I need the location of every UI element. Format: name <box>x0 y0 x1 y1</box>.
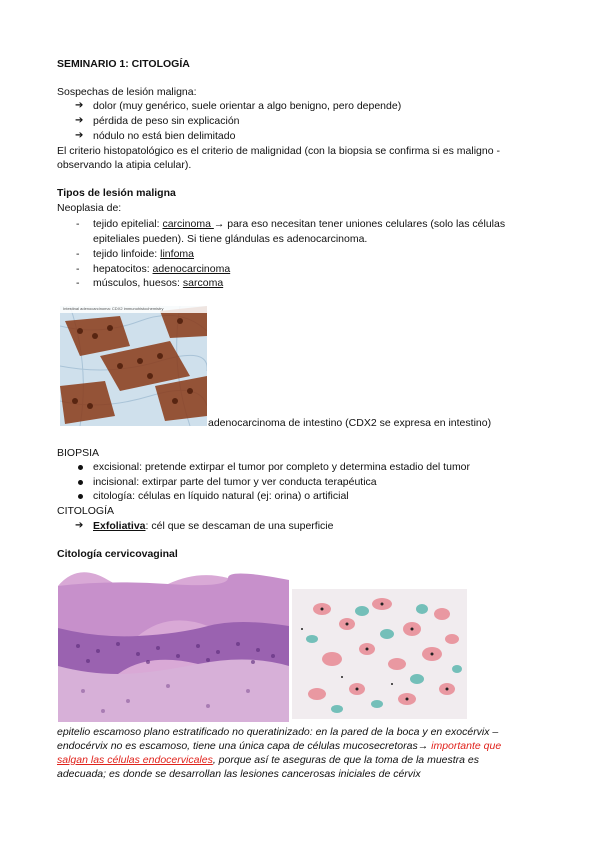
list-item: citología: células en líquido natural (ej: orina) o artificial <box>93 490 349 502</box>
dash-bullet: - <box>76 218 80 230</box>
types-subheading: Neoplasia de: <box>57 202 122 214</box>
list-item: nódulo no está bien delimitado <box>93 130 236 142</box>
list-item: tejido linfoide: linfoma <box>93 248 194 260</box>
cytology-heading: CITOLOGÍA <box>57 505 114 517</box>
list-item: pérdida de peso sin explicación <box>93 115 240 127</box>
bullet-dot <box>78 480 83 485</box>
term-carcinoma: carcinoma <box>162 218 214 230</box>
criterion-line-1: El criterio histopatológico es el criterio de malignidad (con la biopsia se confirma si es maligno - <box>57 145 500 157</box>
suspicion-heading: Sospechas de lesión maligna: <box>57 86 197 98</box>
cervico-text-line-3: salgan las células endocervicales, porque así te aseguras de que la toma de la muestra es <box>57 754 480 766</box>
dash-bullet: - <box>76 248 80 260</box>
list-item: Exfoliativa: cél que se descaman de una superficie <box>93 520 334 532</box>
cdx2-histology-image <box>60 306 207 426</box>
arrow-bullet-icon: ➔ <box>75 130 84 141</box>
list-item: dolor (muy genérico, suele orientar a algo benigno, pero depende) <box>93 100 402 112</box>
list-item: hepatocitos: adenocarcinoma <box>93 263 231 275</box>
cervico-text-line-4: adecuada; es donde se desarrollan las lesiones cancerosas iniciales de cérvix <box>57 768 421 780</box>
arrow-bullet-icon: ➔ <box>75 100 84 111</box>
list-item: excisional: pretende extirpar el tumor por completo y determina estadio del tumor <box>93 461 471 473</box>
cervico-text-line-1: epitelio escamoso plano estratificado no queratinizado: en la pared de la boca y en exocérvix – <box>57 726 499 738</box>
highlight-endocervical: salgan las células endocervicales <box>57 754 213 766</box>
pap-smear-image <box>292 589 467 719</box>
list-item: incisional: extirpar parte del tumor y ver conducta terapéutica <box>93 476 377 488</box>
cervico-heading: Citología cervicovaginal <box>57 548 178 560</box>
figure-tiny-caption: Intestinal adenocarcinoma: CDX2 immunohistochemistry <box>63 306 164 311</box>
term-sarcoma: sarcoma <box>182 277 224 289</box>
highlight-important: importante que <box>431 740 502 752</box>
term-linfoma: linfoma <box>160 248 194 260</box>
cervico-text-line-2: endocérvix no es escamoso, tiene una única capa de células mucosecretoras→ importante que <box>57 740 502 752</box>
types-heading: Tipos de lesión maligna <box>57 187 176 199</box>
term-exfoliativa: Exfoliativa <box>93 520 146 532</box>
squamous-epithelium-image <box>58 566 289 722</box>
biopsy-heading: BIOPSIA <box>57 447 100 459</box>
dash-bullet: - <box>76 263 80 275</box>
criterion-line-2: observando la atipia celular). <box>57 159 192 171</box>
bullet-dot <box>78 465 83 470</box>
bullet-dot <box>78 494 83 499</box>
arrow-bullet-icon: ➔ <box>75 115 84 126</box>
dash-bullet: - <box>76 277 80 289</box>
figure-caption: adenocarcinoma de intestino (CDX2 se expresa en intestino) <box>208 417 492 429</box>
list-item-continuation: epiteliales pueden). Si tiene glándulas es adenocarcinoma. <box>93 233 368 245</box>
arrow-bullet-icon: ➔ <box>75 520 84 531</box>
list-item: músculos, huesos: sarcoma <box>93 277 224 289</box>
list-item: tejido epitelial: carcinoma → para eso necesitan tener uniones celulares (solo las células <box>93 218 506 230</box>
term-adenocarcinoma: adenocarcinoma <box>152 263 231 275</box>
page-title: SEMINARIO 1: CITOLOGÍA <box>57 58 190 70</box>
